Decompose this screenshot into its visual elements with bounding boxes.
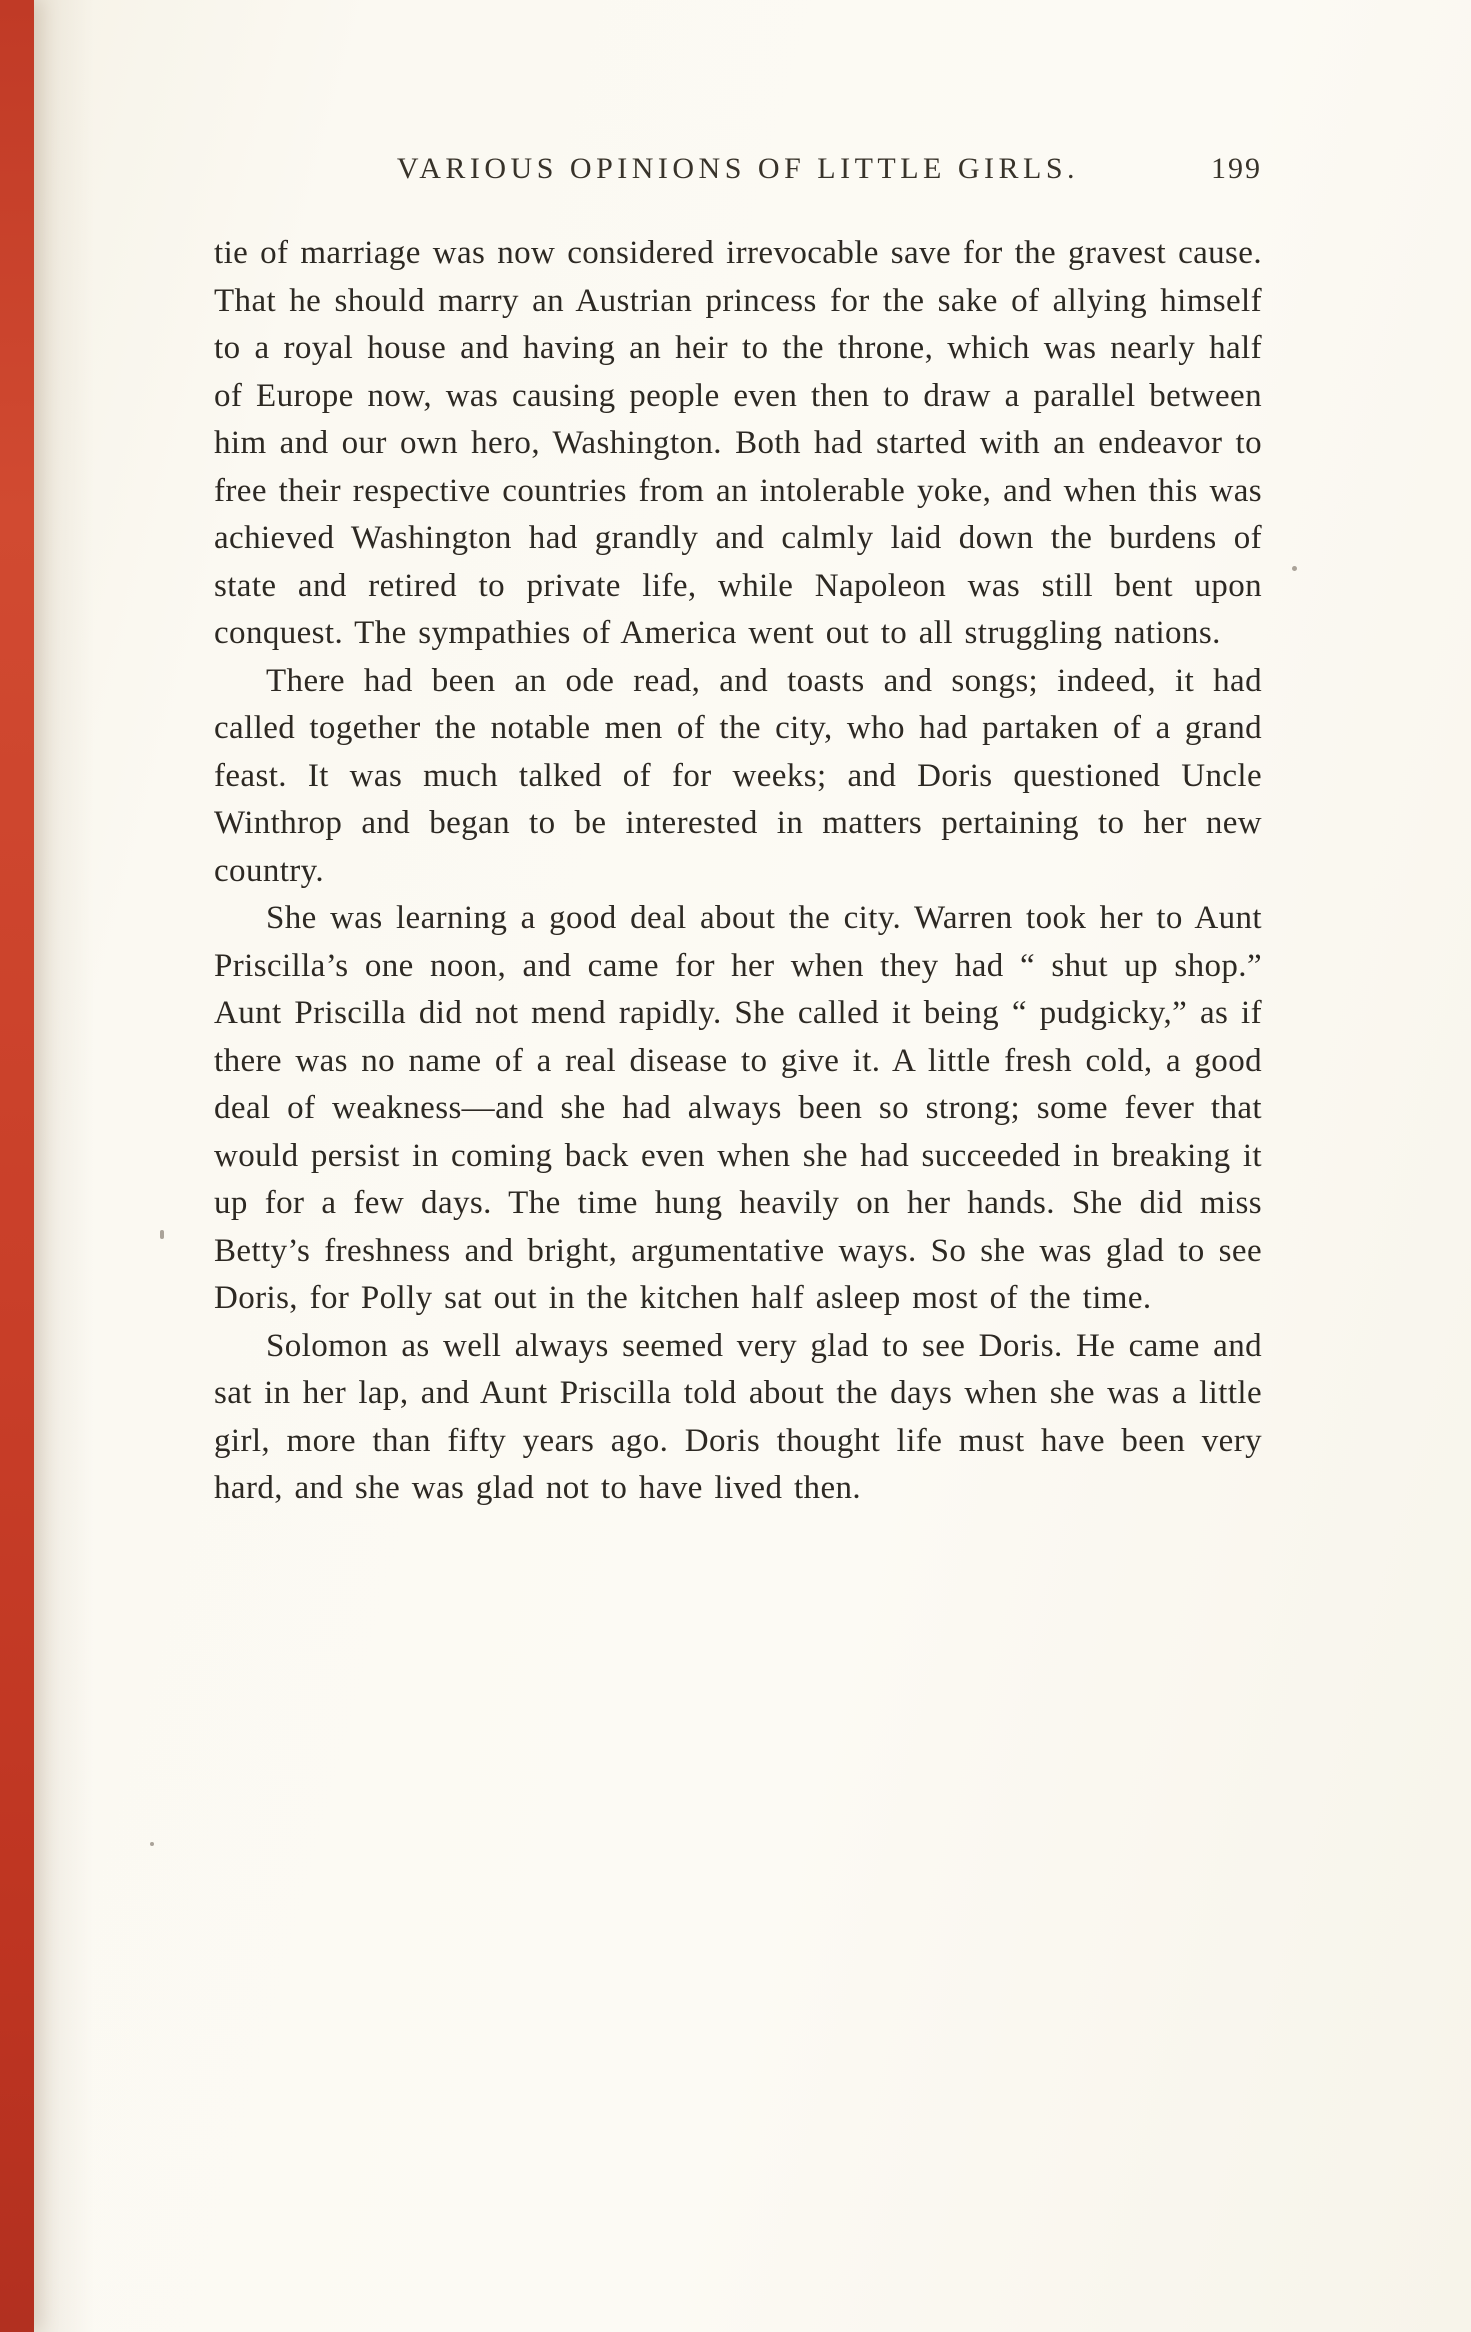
paragraph: There had been an ode read, and toasts and songs; indeed, it had called together the notable men of the city, who had partaken of a grand feast. It was much talked of for weeks; and Doris questioned Uncle Winthrop and began to be interested in matters pertaining to her new country.	[214, 662, 1262, 889]
paragraph: tie of marriage was now considered irrevocable save for the gravest cause. That he should marry an Austrian princess for the sake of allying himself to a royal house and having an heir to the throne, which was nearly half of Europe now, was causing people even then to draw a parallel between him and our own hero, Washington. Both had started with an endeavor to free their respective countries from an intolerable yoke, and when this was achieved Washington had grandly and calmly laid down the burdens of state and retired to private life, while Napoleon was still bent upon conquest. The sympathies of America went out to all struggling nations.	[214, 235, 1262, 651]
running-head	[214, 152, 1262, 196]
scan-speck	[150, 1842, 154, 1846]
paragraph: Solomon as well always seemed very glad to see Doris. He came and sat in her lap, and Aunt Priscilla told about the days when she was a little girl, more than fifty years ago. Doris thought life must have been very hard, and she was glad not to have lived then.	[214, 1327, 1262, 1506]
text-block	[214, 152, 1262, 1513]
book-binding-edge	[0, 0, 34, 2332]
scan-speck	[160, 1230, 164, 1239]
scan-speck	[1292, 566, 1297, 571]
page-number: 199	[1211, 152, 1262, 185]
body-copy	[214, 230, 1262, 1513]
paragraph: She was learning a good deal about the city. Warren took her to Aunt Priscilla’s one noon, and came for her when they had “ shut up shop.” Aunt Priscilla did not mend rapidly. She called it being “ pudgicky,” as if there was no name of a real disease to give it. A little fresh cold, a good deal of weakness—and she had always been so strong; some fever that would persist in coming back even when she had succeeded in breaking it up for a few days. The time hung heavily on her hands. She did miss Betty’s freshness and bright, argumentative ways. So she was glad to see Doris, for Polly sat out in the kitchen half asleep most of the time.	[214, 900, 1262, 1316]
gutter-shadow	[34, 0, 94, 2332]
running-head-title: VARIOUS OPINIONS OF LITTLE GIRLS.	[396, 152, 1080, 185]
